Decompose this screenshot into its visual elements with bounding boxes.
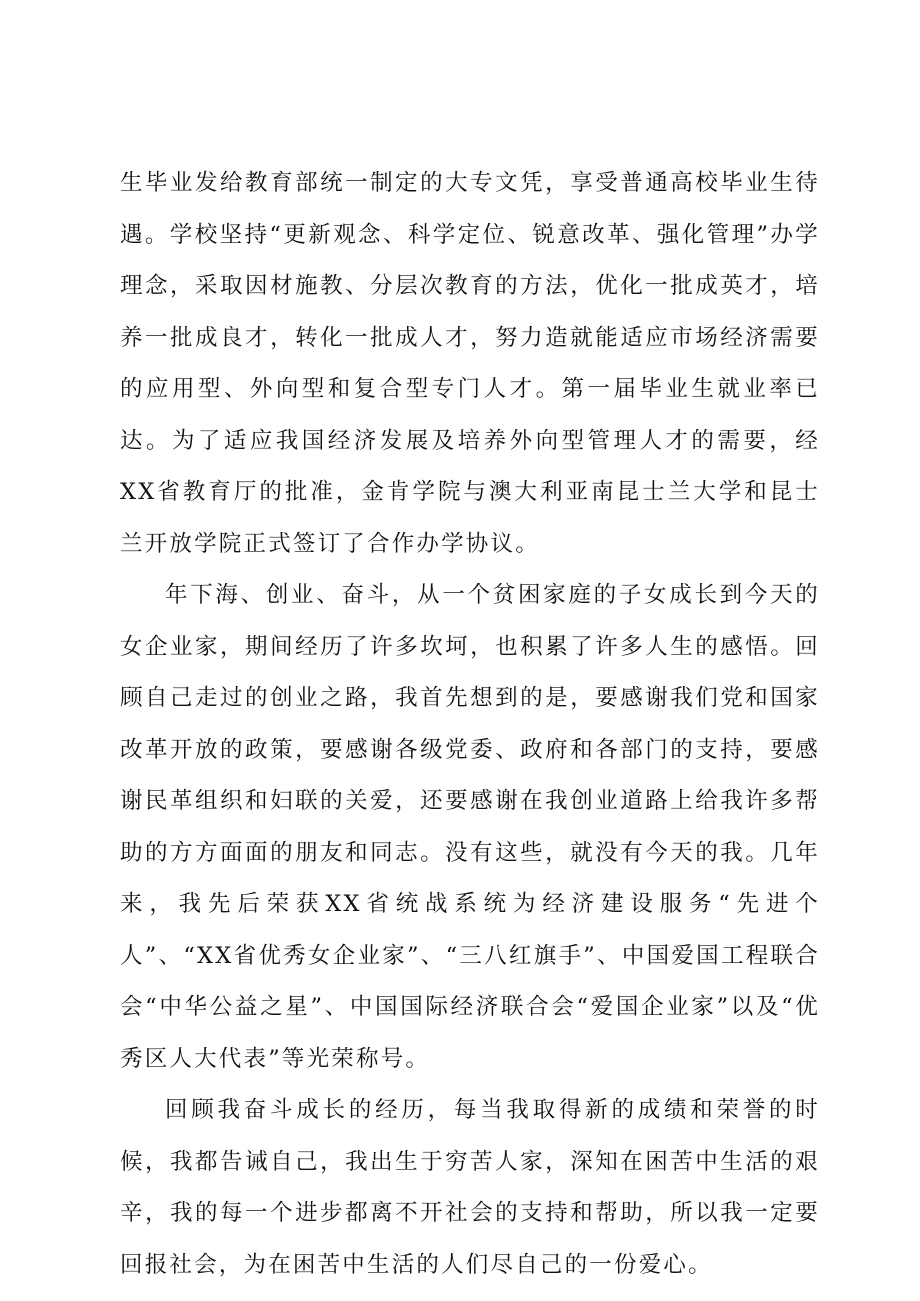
paragraph-1: 生毕业发给教育部统一制定的大专文凭，享受普通高校毕业生待遇。学校坚持“更新观念、科学定位、锐意改革、强化管理”办学理念，采取因材施教、分层次教育的方法，优化一批成英才，培养一批成良才，转化一批成人才，努力造就能适应市场经济需要的应用型、外向型和复合型专门人才。第一届毕业生就业率已达。为了适应我国经济发展及培养外向型管理人才的需要，经XX省教育厅的批准，金肯学院与澳大利亚南昆士兰大学和昆士兰开放学院正式签订了合作办学协议。 xyxy=(120,170,820,557)
paragraph-3: 回顾我奋斗成长的经历，每当我取得新的成绩和荣誉的时候，我都告诫自己，我出生于穷苦人家，深知在困苦中生活的艰辛，我的每一个进步都离不开社会的支持和帮助，所以我一定要回报社会，为在困苦中生活的人们尽自己的一份爱心。 xyxy=(120,1097,820,1278)
paragraph-2: 年下海、创业、奋斗，从一个贫困家庭的子女成长到今天的女企业家，期间经历了许多坎坷，也积累了许多人生的感悟。回顾自己走过的创业之路，我首先想到的是，要感谢我们党和国家改革开放的政策，要感谢各级党委、政府和各部门的支持，要感谢民革组织和妇联的关爱，还要感谢在我创业道路上给我许多帮助的方方面面的朋友和同志。没有这些，就没有今天的我。几年来，我先后荣获XX省统战系统为经济建设服务“先进个人”、“XX省优秀女企业家”、“三八红旗手”、中国爱国工程联合会“中华公益之星”、中国国际经济联合会“爱国企业家”以及“优秀区人大代表”等光荣称号。 xyxy=(120,582,820,1072)
document-body xyxy=(120,158,820,1291)
